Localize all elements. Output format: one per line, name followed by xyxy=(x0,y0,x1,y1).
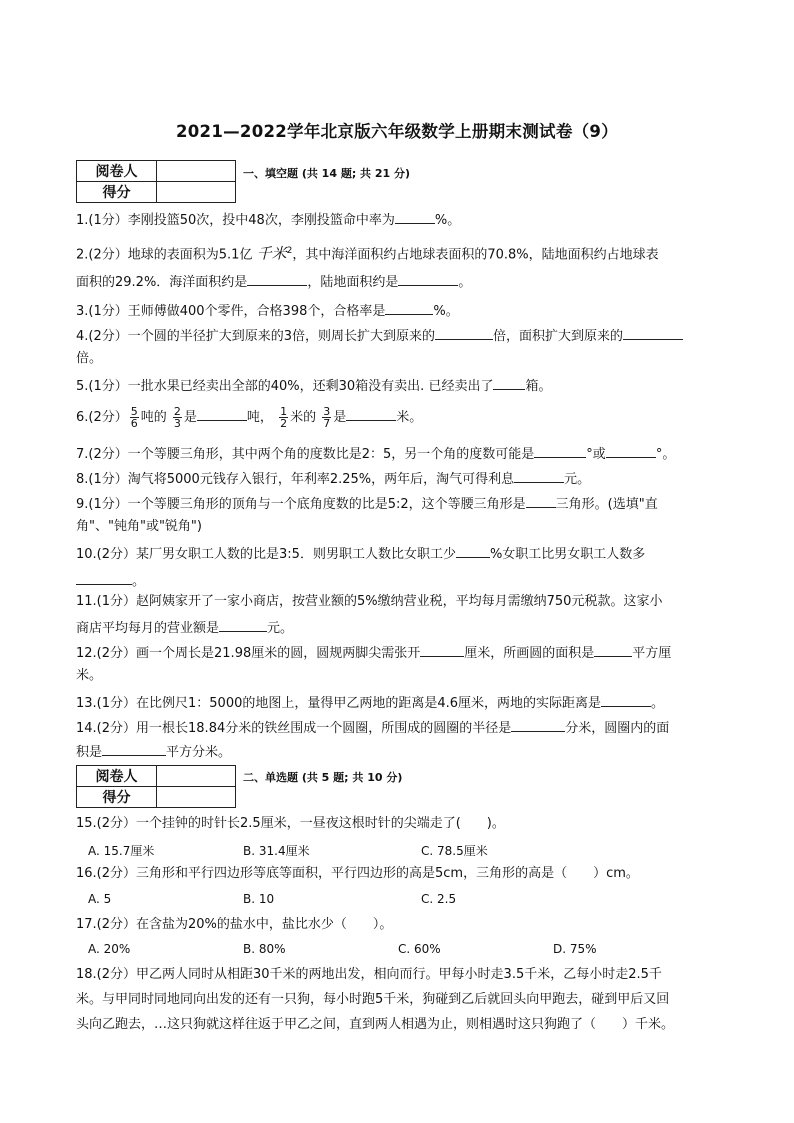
section-fill-title: 一、填空题 (共 14 题; 共 21 分) xyxy=(243,167,411,180)
q2-sup: 2 xyxy=(286,246,293,256)
q14-text-d: 平方分米。 xyxy=(166,745,232,760)
page-title: 2021—2022学年北京版六年级数学上册期末测试卷（9） xyxy=(175,122,619,141)
question-9-cont xyxy=(76,519,721,535)
q13-tail: 。 xyxy=(651,696,665,711)
score-table-2 xyxy=(76,765,236,808)
q6-text-f: 是 xyxy=(333,410,347,425)
answer-blank[interactable] xyxy=(514,470,564,483)
option-b[interactable]: B. 80% xyxy=(243,942,286,956)
question-8 xyxy=(76,470,721,488)
answer-blank[interactable] xyxy=(102,743,166,756)
answer-blank[interactable] xyxy=(398,273,458,286)
score-label: 得分 xyxy=(77,182,157,203)
question-15 xyxy=(76,816,721,832)
answer-blank[interactable] xyxy=(395,211,435,224)
answer-blank[interactable] xyxy=(435,327,493,340)
answer-blank[interactable] xyxy=(511,719,565,732)
question-4 xyxy=(76,327,721,345)
score-table-1 xyxy=(76,160,236,203)
answer-blank[interactable] xyxy=(346,408,396,421)
q17-stem: 17.(2分）在含盐为20%的盐水中，盐比水少（ ）。 xyxy=(76,917,393,932)
q6-text-e: 米的 xyxy=(290,410,317,425)
q8-tail: 元。 xyxy=(564,472,591,487)
option-d[interactable]: D. 75% xyxy=(553,942,597,956)
question-13 xyxy=(76,694,721,712)
question-2 xyxy=(76,243,721,263)
question-10-cont xyxy=(76,572,721,590)
option-c[interactable]: C. 78.5厘米 xyxy=(421,844,488,858)
reviewer-label: 阅卷人 xyxy=(77,766,157,787)
q18-text: 18.(2分）甲乙两人同时从相距30千米的两地出发，相向而行。甲每小时走3.5千米，乙每小时走2.5千 xyxy=(76,967,662,982)
fraction: $\frac{2}{3}$ xyxy=(173,405,181,430)
q15-stem: 15.(2分）一个挂钟的时针长2.5厘米，一昼夜这根时针的尖端走了( )。 xyxy=(76,816,505,831)
option-a[interactable]: A. 20% xyxy=(88,942,131,956)
question-16 xyxy=(76,866,721,882)
option-b[interactable]: B. 31.4厘米 xyxy=(243,844,310,858)
q14-text: 14.(2分）用一根长18.84分米的铁丝围成一个圆圈，所围成的圆圈的半径是 xyxy=(76,721,512,736)
question-6 xyxy=(76,405,721,431)
question-11-cont xyxy=(76,619,721,637)
section-choice-title: 二、单选题 (共 5 题; 共 10 分) xyxy=(243,771,403,784)
answer-blank[interactable] xyxy=(456,545,490,558)
answer-blank[interactable] xyxy=(594,644,632,657)
option-a[interactable]: A. 15.7厘米 xyxy=(88,844,155,858)
q2-unit: 千米 xyxy=(256,244,287,263)
fraction: $\frac{5}{6}$ xyxy=(130,405,138,430)
q12-text: 12.(2分）画一个周长是21.98厘米的圆，圆规两脚尖需张开 xyxy=(76,646,421,661)
option-b[interactable]: B. 10 xyxy=(243,892,275,906)
q3-text: 3.(1分）王师傅做400个零件，合格398个，合格率是 xyxy=(76,304,386,319)
q7-text: 7.(2分）一个等腰三角形，其中两个角的度数比是2：5，另一个角的度数可能是 xyxy=(76,447,535,462)
answer-blank[interactable] xyxy=(197,408,247,421)
score-cell xyxy=(157,787,236,808)
q5-tail: 箱。 xyxy=(525,379,552,394)
question-17 xyxy=(76,917,721,933)
q14-text-c: 积是 xyxy=(76,745,103,760)
answer-blank[interactable] xyxy=(623,327,683,340)
q10-text: 10.(2分）某厂男女职工人数的比是3:5．则男职工人数比女职工少 xyxy=(76,547,456,562)
q1-text: 1.(1分）李刚投篮50次，投中48次，李刚投篮命中率为 xyxy=(76,213,395,228)
reviewer-cell xyxy=(157,161,236,182)
q18-text-3: 头向乙跑去，…这只狗就这样往返于甲乙之间，直到两人相遇为止，则相遇时这只狗跑了（ ）千米。 xyxy=(76,1017,675,1032)
question-4-cont xyxy=(76,351,721,367)
answer-blank[interactable] xyxy=(76,572,132,585)
q8-text: 8.(1分）淘气将5000元钱存入银行，年利率2.25%，两年后，淘气可得利息 xyxy=(76,472,515,487)
q2-text-c: 面积的29.2%．海洋面积约是 xyxy=(76,275,248,290)
question-18-line-2 xyxy=(76,992,721,1008)
answer-blank[interactable] xyxy=(219,619,267,632)
question-12-cont xyxy=(76,668,721,684)
fraction: $\frac{1}{2}$ xyxy=(280,405,288,430)
q11-text-b: 商店平均每月的营业额是 xyxy=(76,621,220,636)
q5-text: 5.(1分）一批水果已经卖出全部的40%，还剩30箱没有卖出. 已经卖出了 xyxy=(76,379,494,394)
q12-text-b: 厘米，所画圆的面积是 xyxy=(464,646,595,661)
q4-text-c: 倍。 xyxy=(76,351,103,366)
question-14 xyxy=(76,719,721,737)
question-18 xyxy=(76,967,721,983)
q16-stem: 16.(2分）三角形和平行四边形等底等面积，平行四边形的高是5cm，三角形的高是（ ）cm。 xyxy=(76,866,639,881)
q10-text-b: %女职工比男女职工人数多 xyxy=(489,547,646,562)
q12-text-c: 平方厘 xyxy=(632,646,672,661)
score-cell xyxy=(157,182,236,203)
question-18-line-3 xyxy=(76,1017,721,1033)
q11-text: 11.(1分）赵阿姨家开了一家小商店，按营业额的5%缴纳营业税，平均每月需缴纳750元税款。这家小 xyxy=(76,594,663,609)
q7-text-c: °。 xyxy=(655,447,676,462)
answer-blank[interactable] xyxy=(534,445,586,458)
q2-text-b: ，其中海洋面积约占地球表面积的70.8%，陆地面积约占地球表 xyxy=(292,247,659,263)
q1-tail: %。 xyxy=(434,213,461,228)
q6-text-b: 吨的 xyxy=(140,410,167,425)
score-label: 得分 xyxy=(77,787,157,808)
q6-text-c: 是 xyxy=(183,410,197,425)
q2-text-d: ，陆地面积约是 xyxy=(307,275,399,290)
answer-blank[interactable] xyxy=(385,302,433,315)
question-2-cont xyxy=(76,273,721,291)
q12-text-d: 米。 xyxy=(76,668,103,683)
q2-text-e: 。 xyxy=(458,275,472,290)
q3-tail: %。 xyxy=(433,304,459,319)
answer-blank[interactable] xyxy=(601,694,651,707)
question-1 xyxy=(76,211,721,229)
reviewer-label: 阅卷人 xyxy=(77,161,157,182)
answer-blank[interactable] xyxy=(493,377,525,390)
answer-blank[interactable] xyxy=(526,495,556,508)
answer-blank[interactable] xyxy=(606,445,656,458)
q7-text-b: °或 xyxy=(586,447,606,462)
option-a[interactable]: A. 5 xyxy=(88,892,112,906)
q2-text: 2.(2分）地球的表面积为5.1亿 xyxy=(76,247,257,263)
q14-text-b: 分米，圆圈内的面 xyxy=(565,721,670,736)
question-14-cont xyxy=(76,743,721,761)
question-5 xyxy=(76,377,721,395)
option-c[interactable]: C. 60% xyxy=(398,942,441,956)
q6-text-d: 吨， xyxy=(246,410,273,425)
q4-text-b: 倍，面积扩大到原来的 xyxy=(493,329,624,344)
q10-text-c: 。 xyxy=(132,574,146,589)
q6-text: 6.(2分） xyxy=(76,410,128,425)
q18-text-2: 米。与甲同时同地同向出发的还有一只狗，每小时跑5千米，狗碰到乙后就回头向甲跑去，碰到甲后又回 xyxy=(76,992,670,1007)
question-12 xyxy=(76,644,721,662)
option-c[interactable]: C. 2.5 xyxy=(421,892,457,906)
question-10 xyxy=(76,545,721,563)
answer-blank[interactable] xyxy=(247,273,307,286)
question-11 xyxy=(76,594,721,610)
fraction: $\frac{3}{7}$ xyxy=(323,405,331,430)
q11-text-c: 元。 xyxy=(267,621,294,636)
q9-text: 9.(1分）一个等腰三角形的顶角与一个底角度数的比是5:2，这个等腰三角形是 xyxy=(76,497,526,512)
reviewer-cell xyxy=(157,766,236,787)
q4-text: 4.(2分）一个圆的半径扩大到原来的3倍，则周长扩大到原来的 xyxy=(76,329,436,344)
question-9 xyxy=(76,495,721,513)
question-3 xyxy=(76,302,721,320)
question-7 xyxy=(76,445,721,463)
q9-text-c: 角"、"钝角"或"锐角") xyxy=(76,519,202,534)
q6-text-g: 米。 xyxy=(396,410,423,425)
answer-blank[interactable] xyxy=(420,644,464,657)
q13-text: 13.(1分）在比例尺1：5000的地图上，量得甲乙两地的距离是4.6厘米，两地的实际距离是 xyxy=(76,696,602,711)
q9-text-b: 三角形。(选填"直 xyxy=(555,497,658,512)
